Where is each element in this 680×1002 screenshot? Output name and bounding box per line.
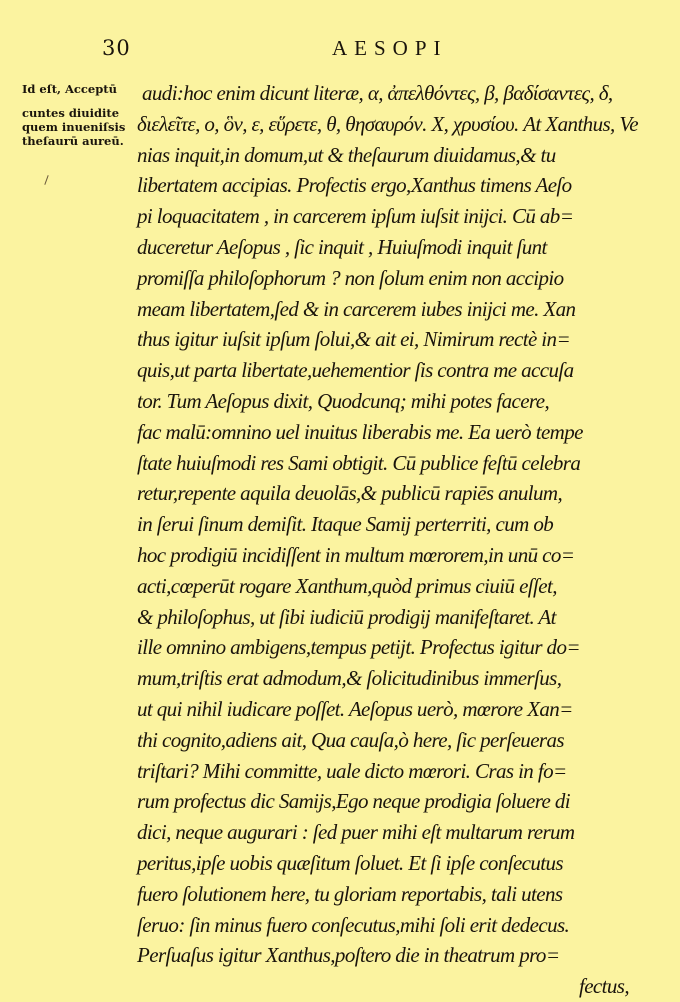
margin-mark bbox=[44, 175, 48, 185]
text-line: fuero ſolutionem here, tu gloriam reportabis, tali utens bbox=[137, 881, 563, 906]
body-text bbox=[137, 78, 637, 1002]
text-line: ut qui nihil iudicare poſſet. Aeſopus uerò, mœrore Xan= bbox=[137, 696, 573, 721]
text-line: nias inquit,in domum,ut & theſaurum diuidamus,& tu bbox=[137, 142, 556, 167]
text-line: dici, neque augurari : ſed puer mihi eſt multarum rerum bbox=[137, 820, 575, 845]
text-line: ſtate huiuſmodi res Sami obtigit. Cū publice feſtū celebra bbox=[137, 450, 581, 475]
text-line: hoc prodigiū incidiſſent in multum mœrorem,in unū co= bbox=[137, 542, 575, 567]
marginal-note-line: quem inueniſsis bbox=[22, 120, 126, 134]
text-line: tor. Tum Aeſopus dixit, Quodcunq; mihi potes facere, bbox=[137, 388, 550, 413]
text-line: & philoſophus, ut ſibi iudiciū prodigij manifeſtaret. At bbox=[137, 604, 556, 629]
text-line: in ſerui ſinum demiſit. Itaque Samij perterriti, cum ob bbox=[137, 512, 554, 537]
text-line: peritus,ipſe uobis quæſitum ſoluet. Et ſi ipſe conſecutus bbox=[137, 850, 564, 875]
page-number: 30 bbox=[102, 36, 131, 60]
text-line: rum profectus dic Samijs,Ego neque prodigia ſoluere di bbox=[137, 789, 571, 814]
text-line: mum,triſtis erat admodum,& ſolicitudinibus immerſus, bbox=[137, 666, 562, 691]
text-line: Perſuaſus igitur Xanthus,poſtero die in theatrum pro= bbox=[137, 943, 560, 968]
text-line: duceretur Aeſopus , ſic inquit , Huiuſmodi inquit ſunt bbox=[137, 234, 547, 259]
running-title: AESOPI bbox=[332, 36, 448, 60]
page-header bbox=[0, 36, 680, 66]
marginal-note-line: theſaurū aureū. bbox=[22, 134, 124, 148]
text-line: thi cognito,adiens ait, Qua cauſa,ò here, ſic perſeueras bbox=[137, 727, 564, 752]
text-line: διελεῖτε, ο, ὃν, ε, εὕρετε, θ, θησαυρόν. X, χρυσίου. At Xanthus, Ve bbox=[137, 111, 638, 136]
marginal-note bbox=[22, 84, 144, 148]
text-line: promiſſa philoſophorum ? non ſolum enim non accipio bbox=[137, 265, 564, 290]
text-line: fac malū:omnino uel inuitus liberabis me. Ea uerò tempe bbox=[137, 419, 583, 444]
text-line: acti,cœperūt rogare Xanthum,quòd primus ciuiū eſſet, bbox=[137, 573, 557, 598]
text-line: retur,repente aquila deuolās,& publicū rapiēs anulum, bbox=[137, 481, 563, 506]
text-line: ille omnino ambigens,tempus petijt. Profectus igitur do= bbox=[137, 635, 580, 660]
text-line: quis,ut parta libertate,uehementior ſis contra me accuſa bbox=[137, 358, 574, 383]
text-line: meam libertatem,ſed & in carcerem iubes inijci me. Xan bbox=[137, 296, 576, 321]
text-line: thus igitur iuſsit ipſum ſolui,& ait ei, Nimirum rectè in= bbox=[137, 327, 571, 352]
marginal-note-line: Id eſt, Acceptū bbox=[22, 82, 117, 96]
text-line: fectus, bbox=[578, 974, 629, 999]
text-line: libertatem accipias. Profectis ergo,Xanthus timens Aeſo bbox=[137, 173, 572, 198]
text-line: ſeruo: ſin minus fuero conſecutus,mihi ſoli erit dedecus. bbox=[137, 912, 570, 937]
text-line: triſtari? Mihi committe, uale dicto mœrori. Cras in fo= bbox=[137, 758, 567, 783]
marginal-note-line: cuntes diuidite bbox=[22, 106, 120, 120]
text-line: audi:hoc enim dicunt literæ, α, ἀπελθόντες, β, βαδίσαντες, δ, bbox=[142, 81, 613, 105]
text-line: pi loquacitatem , in carcerem ipſum iuſsit inijci. Cū ab= bbox=[137, 204, 574, 229]
